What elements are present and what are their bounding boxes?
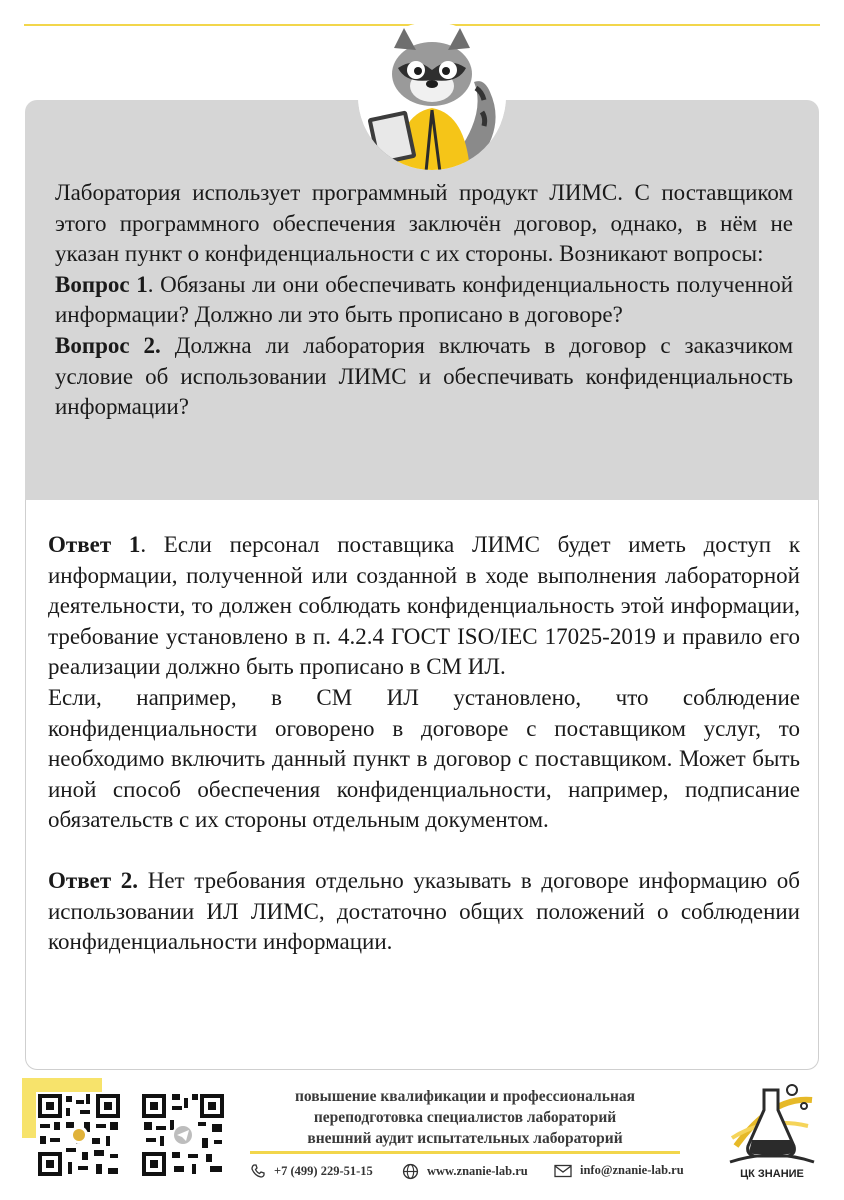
answer-1-text: . Если персонал поставщика ЛИМС будет иметь доступ к информации, полученной или созданной в ходе выполнения лабораторной деятельности, то должен соблюдать конфиденциальность этой информации, требование установлено в п. 4.2.4 ГОСТ ISO/IEC 17025-2019 и правило его реализации должно быть прописано в СМ ИЛ.	[48, 532, 800, 680]
footer-divider	[250, 1151, 680, 1154]
footer-line-1: повышение квалификации и профессиональная	[294, 1088, 636, 1105]
footer-line-3: внешний аудит испытательных лабораторий	[307, 1130, 623, 1147]
question-2-text: Должна ли лаборатория включать в договор с заказчиком условие об использовании ЛИМС и обеспечивать конфиденциальность информации?	[55, 332, 794, 420]
question-1-label: Вопрос 1	[55, 271, 148, 297]
phone-icon	[250, 1163, 266, 1179]
contacts	[250, 1163, 710, 1183]
answer-1	[48, 530, 800, 683]
email-address: info@znanie-lab.ru	[580, 1163, 684, 1177]
question-1	[55, 270, 793, 331]
email-contact[interactable]	[554, 1163, 684, 1178]
logo-caption: ЦК ЗНАНИЕ	[740, 1168, 804, 1180]
answer-2-text: Нет требования отдельно указывать в договоре информацию об использовании ИЛ ЛИМС, достаточно общих положений о соблюдении конфиденциальности информации.	[48, 867, 800, 955]
answer-1-paragraph-2: Если, например, в СМ ИЛ установлено, что соблюдение конфиденциальности оговорено в договоре с поставщиком услуг, то необходимо включить данный пункт в договор с поставщиком. Может быть иной способ обеспечения конфиденциальности, например, подписание обязательств с их стороны отдельным документом.	[48, 684, 800, 833]
question-intro: Лаборатория использует программный продукт ЛИМС. С поставщиком этого программного обеспечения заключён договор, однако, в нём не указан пункт о конфиденциальности с их стороны. Возникают вопросы:	[55, 180, 793, 267]
phone-contact[interactable]	[250, 1163, 373, 1179]
raccoon-mascot	[358, 22, 506, 170]
phone-number: +7 (499) 229-51-15	[274, 1163, 373, 1178]
answer-1-label: Ответ 1	[48, 532, 141, 557]
website-contact[interactable]	[402, 1163, 528, 1180]
answer-text	[48, 530, 800, 958]
mail-icon	[554, 1164, 572, 1178]
question-2	[55, 331, 793, 423]
globe-icon	[402, 1163, 419, 1180]
website-url: www.znanie-lab.ru	[427, 1164, 528, 1178]
answer-2-label: Ответ 2.	[48, 867, 139, 893]
footer-line-2: переподготовка специалистов лабораторий	[313, 1109, 617, 1126]
question-text	[55, 178, 793, 423]
answer-2	[48, 866, 800, 958]
question-1-text: . Обязаны ли они обеспечивать конфиденциальность полученной информации? Должно ли это быть прописано в договоре?	[55, 271, 793, 328]
qr-code-telegram[interactable]	[140, 1092, 226, 1178]
qr-code-website[interactable]	[36, 1092, 122, 1178]
footer-services	[250, 1086, 680, 1149]
question-2-label: Вопрос 2.	[55, 332, 161, 358]
